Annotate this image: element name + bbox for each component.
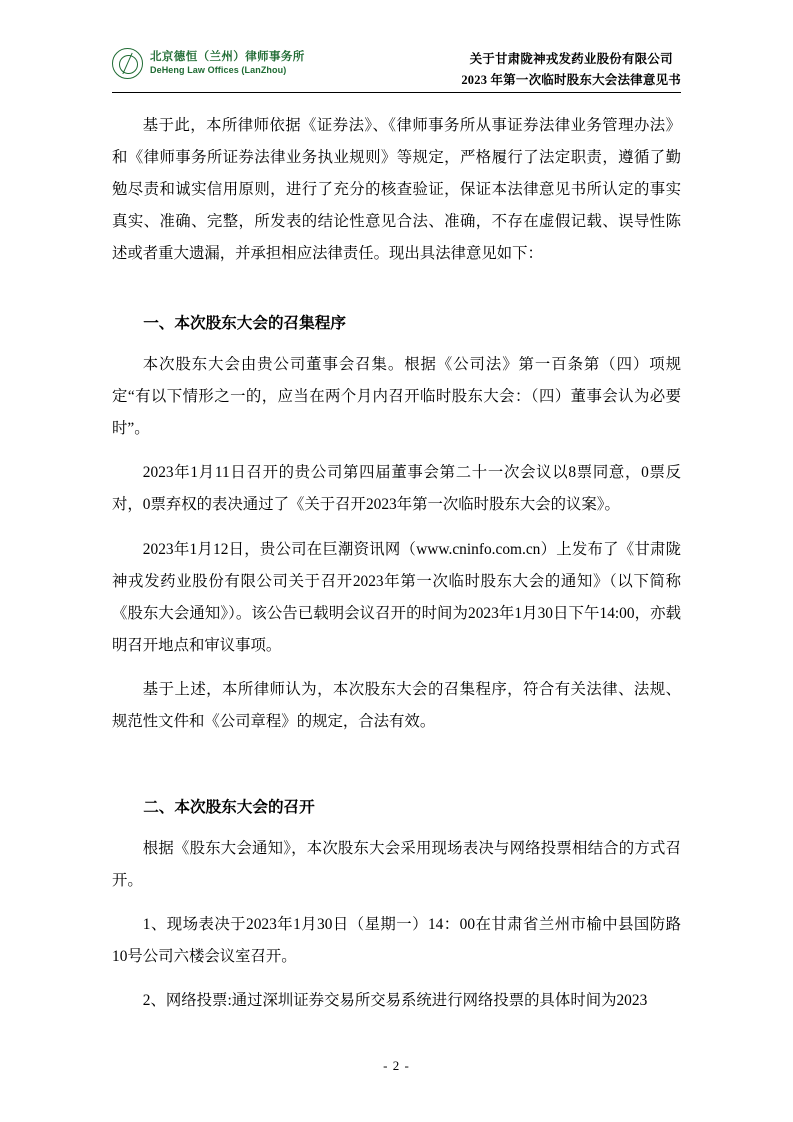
spacer (112, 740, 681, 792)
firm-name-block (150, 51, 305, 76)
header-title-line1: 关于甘肃陇神戎发药业股份有限公司 (469, 52, 673, 66)
section-1-paragraph-2: 2023年1月11日召开的贵公司第四届董事会第二十一次会议以8票同意，0票反对，0票弃权的表决通过了《关于召开2023年第一次临时股东大会的议案》。 (112, 464, 681, 514)
firm-name-cn: 北京德恒（兰州）律师事务所 (150, 51, 305, 64)
firm-logo (112, 48, 305, 79)
section-2-paragraph-3: 2、网络投票:通过深圳证券交易所交易系统进行网络投票的具体时间为2023 (142, 992, 648, 1009)
spacer (112, 664, 681, 674)
header-title (461, 48, 681, 92)
document-body (112, 110, 681, 1019)
page-footer: - 2 - (383, 1058, 410, 1073)
header-title-line2: 2023 年第一次临时股东大会法律意见书 (461, 73, 681, 88)
intro-paragraph: 基于此，本所律师依据《证券法》、《律师事务所从事证券法律业务管理办法》和《律师事务所证券法律业务执业规则》等规定，严格履行了法定职责，遵循了勤勉尽责和诚实信用原则，进行了充分的核查验证，保证本法律意见书所认定的事实真实、准确、完整，所发表的结论性意见合法、准确，不存在虚假记载、误导性陈述或者重大遗漏，并承担相应法律责任。现出具法律意见如下： (112, 117, 681, 263)
page-header (112, 48, 681, 92)
section-2-paragraph-1: 根据《股东大会通知》，本次股东大会采用现场表决与网络投票相结合的方式召开。 (112, 839, 681, 889)
spacer (112, 524, 681, 534)
spacer (112, 823, 681, 833)
spacer (112, 339, 681, 349)
spacer (112, 975, 681, 985)
spacer (112, 447, 681, 457)
section-2-paragraph-2: 1、现场表决于2023年1月30日（星期一）14：00在甘肃省兰州市榆中县国防路10号公司六楼会议室召开。 (112, 915, 681, 965)
firm-name-en: DeHeng Law Offices (LanZhou) (150, 65, 287, 76)
section-2-heading: 二、本次股东大会的召开 (143, 798, 315, 816)
spacer (112, 899, 681, 909)
spacer (112, 272, 681, 308)
header-divider (112, 92, 681, 93)
section-1-paragraph-4: 基于上述，本所律师认为，本次股东大会的召集程序，符合有关法律、法规、规范性文件和《公司章程》的规定，合法有效。 (112, 680, 681, 730)
section-1-paragraph-1: 本次股东大会由贵公司董事会召集。根据《公司法》第一百条第（四）项规定“有以下情形之一的，应当在两个月内召开临时股东大会：（四）董事会认为必要时”。 (112, 356, 681, 438)
section-1-paragraph-3: 2023年1月12日，贵公司在巨潮资讯网（www.cninfo.com.cn）上发布了《甘肃陇神戎发药业股份有限公司关于召开2023年第一次临时股东大会的通知》（以下简称《股东大会通知》）。该公告已载明会议召开的时间为2023年1月30日下午14:00，亦载明召开地点和审议事项。 (112, 540, 681, 654)
section-1-heading: 一、本次股东大会的召集程序 (143, 315, 346, 333)
deheng-logo-icon (112, 48, 143, 79)
